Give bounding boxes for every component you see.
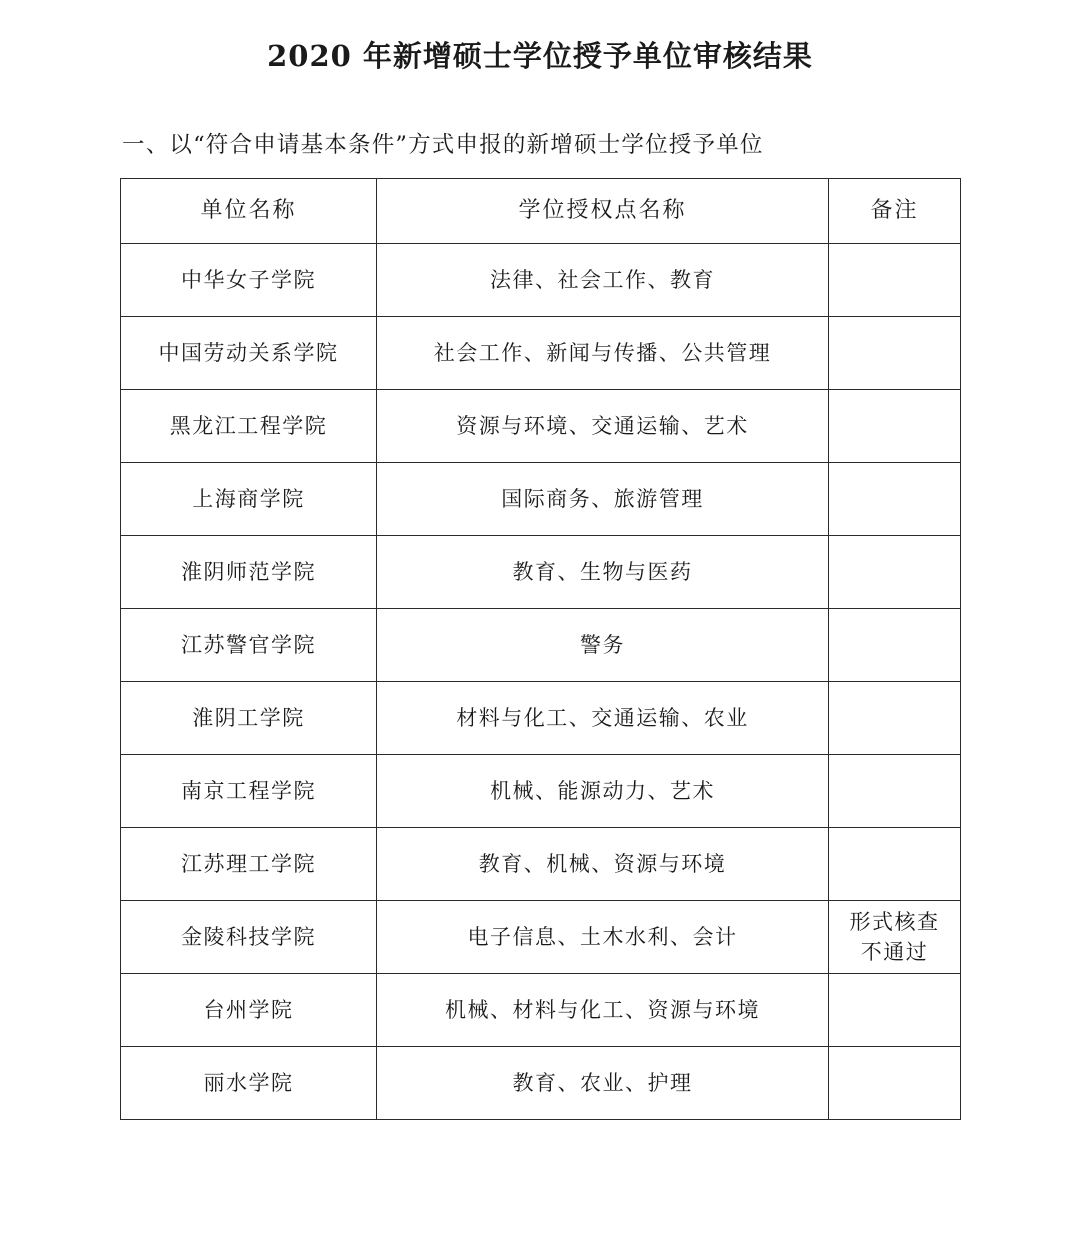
cell-points: 教育、生物与医药	[377, 536, 829, 609]
cell-remark	[829, 1047, 961, 1120]
cell-unit: 中华女子学院	[121, 244, 377, 317]
table-row	[121, 901, 961, 974]
cell-unit: 江苏理工学院	[121, 828, 377, 901]
cell-remark	[829, 755, 961, 828]
column-header-points: 学位授权点名称	[377, 179, 829, 244]
results-table	[120, 178, 961, 1120]
cell-unit: 黑龙江工程学院	[121, 390, 377, 463]
table-row	[121, 974, 961, 1047]
table-header	[121, 179, 961, 244]
table-container	[0, 178, 1080, 1120]
cell-remark	[829, 828, 961, 901]
column-header-unit: 单位名称	[121, 179, 377, 244]
table-row	[121, 536, 961, 609]
cell-remark	[829, 317, 961, 390]
table-row	[121, 463, 961, 536]
cell-points: 资源与环境、交通运输、艺术	[377, 390, 829, 463]
table-row	[121, 828, 961, 901]
table-header-row	[121, 179, 961, 244]
table-row	[121, 317, 961, 390]
cell-points: 电子信息、土木水利、会计	[377, 901, 829, 974]
cell-points: 国际商务、旅游管理	[377, 463, 829, 536]
cell-remark	[829, 974, 961, 1047]
cell-remark	[829, 244, 961, 317]
cell-points: 教育、农业、护理	[377, 1047, 829, 1120]
cell-points: 机械、能源动力、艺术	[377, 755, 829, 828]
cell-remark	[829, 536, 961, 609]
remark-line-2: 不通过	[860, 940, 929, 965]
cell-unit: 上海商学院	[121, 463, 377, 536]
cell-unit: 江苏警官学院	[121, 609, 377, 682]
cell-remark	[829, 609, 961, 682]
section-heading: 一、以“符合申请基本条件”方式申报的新增硕士学位授予单位	[122, 131, 764, 158]
cell-points: 警务	[377, 609, 829, 682]
cell-points: 机械、材料与化工、资源与环境	[377, 974, 829, 1047]
table-row	[121, 1047, 961, 1120]
cell-unit: 台州学院	[121, 974, 377, 1047]
cell-points: 教育、机械、资源与环境	[377, 828, 829, 901]
cell-unit: 淮阴师范学院	[121, 536, 377, 609]
table-row	[121, 390, 961, 463]
document-page	[0, 36, 1080, 1247]
cell-unit: 淮阴工学院	[121, 682, 377, 755]
page-title: 2020 年新增硕士学位授予单位审核结果	[267, 39, 813, 73]
cell-points: 社会工作、新闻与传播、公共管理	[377, 317, 829, 390]
cell-points: 材料与化工、交通运输、农业	[377, 682, 829, 755]
cell-remark	[829, 901, 961, 974]
table-row	[121, 244, 961, 317]
cell-remark	[829, 390, 961, 463]
cell-unit: 丽水学院	[121, 1047, 377, 1120]
cell-unit: 中国劳动关系学院	[121, 317, 377, 390]
table-body	[121, 244, 961, 1120]
remark-line-1: 形式核查	[849, 909, 940, 934]
column-header-remark: 备注	[829, 179, 961, 244]
table-row	[121, 609, 961, 682]
table-row	[121, 755, 961, 828]
cell-unit: 南京工程学院	[121, 755, 377, 828]
cell-remark	[829, 682, 961, 755]
table-row	[121, 682, 961, 755]
cell-remark	[829, 463, 961, 536]
cell-unit: 金陵科技学院	[121, 901, 377, 974]
cell-points: 法律、社会工作、教育	[377, 244, 829, 317]
